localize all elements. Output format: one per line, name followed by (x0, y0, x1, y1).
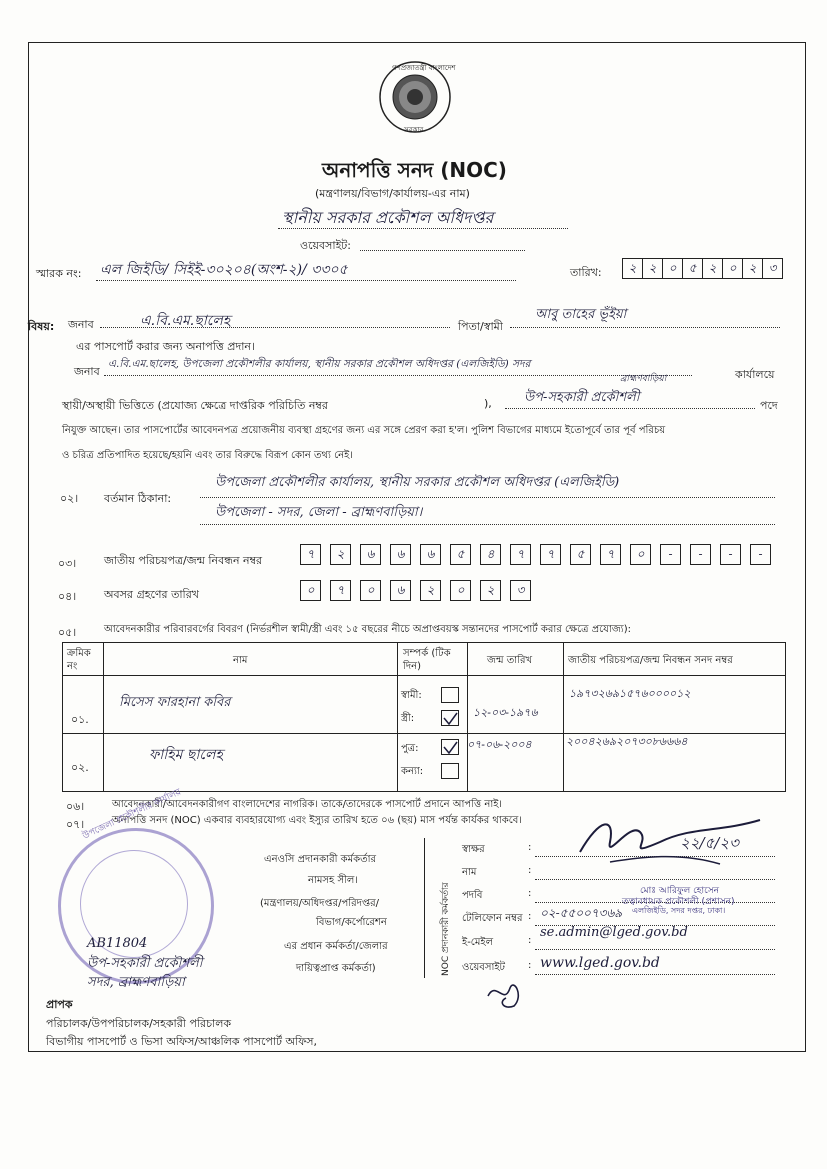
permanent-text: স্থায়ী/অস্থায়ী ভিত্তিতে (প্রযোজ্য ক্ষেত্রে দাপ্তরিক পরিচিতি নম্বর (62, 399, 328, 412)
nid-digit-box: ৬ (420, 544, 441, 565)
father-label: পিতা/স্বামী (458, 320, 503, 333)
retire-digit-box: ৩ (510, 580, 531, 601)
nid-digit-box: ৫ (570, 544, 591, 565)
office-stamp-sign: AB11804 (87, 936, 148, 951)
colon-3: : (528, 888, 532, 899)
date-digit-box: ২ (642, 258, 663, 279)
retire-digit-box: ২ (480, 580, 501, 601)
row1-dob: ১২-০৩-১৯৭৬ (473, 706, 538, 719)
item-07-number: ০৭। (66, 818, 85, 831)
colon-4: : (528, 911, 532, 922)
signatory-left-1: এনওসি প্রদানকারী কর্মকর্তার (264, 854, 377, 865)
recipient-line-2: বিভাগীয় পাসপোর্ট ও ভিসা অফিস/আঞ্চলিক পাসপোর্ট অফিস, (46, 1035, 317, 1048)
stamp-office: এলজিইডি, সদর দপ্তর, ঢাকা। (632, 906, 726, 915)
nid-digit-box: ৭ (300, 544, 321, 565)
nid-digit-box: ৪ (480, 544, 501, 565)
col-nid-header: জাতীয় পরিচয়পত্র/জন্ম নিবন্ধন সনদ নম্বর (568, 655, 733, 666)
row2-name: ফাহিম ছালেহ (149, 747, 223, 763)
nid-digit-box: ২ (330, 544, 351, 565)
field-designation: পদবি (462, 890, 483, 901)
post-value: উপ-সহকারী প্রকৌশলী (524, 390, 640, 405)
date-digit-box: ২ (622, 258, 643, 279)
handwritten-signature-icon (570, 812, 770, 870)
signatory-left-2: নামসহ সীল। (308, 875, 358, 886)
office-suffix: কার্যালয়ে (735, 368, 775, 381)
date-digit-box: ২ (702, 258, 723, 279)
date-digit-box: ৫ (682, 258, 703, 279)
row1-nid: ১৯৭৩২৬৯১৫৭৬০০০০১২ (569, 687, 691, 700)
row2-son-checkbox (441, 739, 459, 755)
field-signature: স্বাক্ষর (462, 844, 485, 855)
col-name-header: নাম (233, 655, 248, 666)
employee-line-2: ব্রাহ্মণবাড়িয়া (620, 374, 667, 384)
date-digit-box: ০ (662, 258, 683, 279)
father-name: আবু তাহের ভূঁইয়া (535, 307, 627, 322)
row1-wife-checkbox (441, 710, 459, 726)
nid-digit-box: ০ (630, 544, 651, 565)
colon-1: : (528, 842, 532, 853)
nid-digit-box: ৫ (450, 544, 471, 565)
document-title: অনাপত্তি সনদ (NOC) (322, 158, 507, 182)
date-digit-box: ০ (722, 258, 743, 279)
signatory-left-3: (মন্ত্রণালয়/অধিদপ্তর/পরিদপ্তর/ (260, 898, 380, 909)
field-website: ওয়েবসাইট (462, 962, 505, 973)
post-suffix: পদে (760, 399, 778, 412)
retire-label: অবসর গ্রহণের তারিখ (104, 588, 199, 601)
address-line-1: উপজেলা প্রকৌশলীর কার্যালয়, স্থানীয় সরকার প্রকৌশল অধিদপ্তর (এলজিইডি) (215, 475, 620, 490)
recipient-label: প্রাপক (46, 998, 73, 1011)
item-06-text: আবেদনকারী/আবেদনকারীগণ বাংলাদেশের নাগরিক। তাকে/তাদেরকে পাসপোর্ট প্রদানে আপত্তি নাই। (112, 799, 503, 810)
item-05-number: ০৫। (58, 626, 77, 639)
signature-date: ২২/৫/২৩ (680, 834, 739, 852)
retire-digit-box: ২ (420, 580, 441, 601)
field-email: ই-মেইল (462, 937, 494, 948)
row2-nid: ২০০৪২৬৯২০৭৩০৮৬৬৬৪ (566, 735, 688, 748)
field-name: নাম (462, 867, 477, 878)
date-digit-box: ২ (742, 258, 763, 279)
nid-digit-box: - (720, 544, 741, 565)
office-stamp-line-2: সদর, ব্রাহ্মণবাড়িয়া (87, 975, 185, 990)
col-dob-header: জন্ম তারিখ (487, 655, 533, 666)
row2-daughter-checkbox (441, 763, 459, 779)
stamp-post: তত্বাবধায়ক প্রকৌশলী (প্রশাসন) (622, 897, 735, 907)
nid-digit-box: ৭ (540, 544, 561, 565)
subject-janab: জনাব (68, 318, 94, 331)
colon-5: : (528, 935, 532, 946)
phone-value: ০২-৫৫০০৭৩৬৯ (540, 906, 623, 920)
date-digit-box: ৩ (762, 258, 783, 279)
row1-rel2: স্ত্রী: (401, 713, 415, 724)
body-janab: জনাব (74, 365, 100, 378)
family-table (62, 642, 786, 792)
signatory-left-6: দায়িত্বপ্রাপ্ত কর্মকর্তা) (296, 963, 376, 974)
body-line-4: ও চরিত্র প্রতিপাদিত হয়েছে/হয়নি এবং তার বিরুদ্ধে বিরূপ কোন তথ্য নেই। (62, 450, 353, 461)
office-name: স্থানীয় সরকার প্রকৌশল অধিদপ্তর (282, 208, 494, 227)
subject-label: বিষয়: (28, 320, 55, 333)
email-value: se.admin@lged.gov.bd (540, 925, 688, 940)
check-mark-icon (442, 712, 458, 726)
website-value: www.lged.gov.bd (540, 955, 660, 971)
paren-close: ), (484, 397, 492, 410)
signatory-left-5: এর প্রধান কর্মকর্তা/জেলার (284, 941, 388, 952)
recipient-line-1: পরিচালক/উপপরিচালক/সহকারী পরিচালক (46, 1017, 232, 1030)
row1-rel1: স্বামী: (401, 690, 422, 701)
retire-digit-box: ০ (450, 580, 471, 601)
row1-serial: ০১. (71, 713, 89, 726)
document-subtitle: (মন্ত্রণালয়/বিভাগ/কার্যালয়-এর নাম) (315, 187, 470, 200)
col-serial-header: ক্রমিক নং (67, 648, 91, 672)
row2-rel1: পুত্র: (401, 743, 419, 754)
nid-digit-box: - (750, 544, 771, 565)
nid-digit-box: ৬ (390, 544, 411, 565)
passport-text: এর পাসপোর্ট করার জন্য অনাপত্তি প্রদান। (76, 340, 255, 353)
item-07-text: অনাপত্তি সনদ (NOC) একবার ব্যবহারযোগ্য এবং ইস্যুর তারিখ হতে ০৬ (ছয়) মাস পর্যন্ত কার্যকর থাকবে। (112, 815, 522, 826)
colon-6: : (528, 960, 532, 971)
family-text: আবেদনকারীর পরিবারবর্গের বিবরণ (নির্ভরশীল স্বামী/স্ত্রী এবং ১৫ বছরের নীচে অপ্রাপ্তবয়স্ক সন্তানদের পাসপোর্ট করার ক্ষেত্রে প্রযোজ্য): (104, 624, 631, 635)
date-label: তারিখ: (570, 266, 602, 279)
item-03-number: ০৩। (58, 557, 77, 570)
item-06-number: ০৬। (66, 800, 85, 813)
retire-digit-box: ৭ (330, 580, 351, 601)
website-label: ওয়েবসাইট: (300, 239, 351, 252)
memo-label: স্মারক নং: (36, 267, 82, 280)
colon-2: : (528, 865, 532, 876)
col-relation-header: সম্পর্ক (টিক দিন) (403, 648, 451, 672)
body-line-3: নিযুক্ত আছেন। তার পাসপোর্টের আবেদনপত্র প্রয়োজনীয় ব্যবস্থা গ্রহণের জন্য এর সঙ্গে প্রেরণ করা হ'ল। পুলিশ বিভাগের মাধ্যমে ইতোপূর্বে তার পূর্ব পরিচয় (62, 425, 666, 436)
row2-rel2: কন্যা: (401, 766, 424, 777)
applicant-name: এ.বি.এম.ছালেহ (140, 313, 231, 329)
retire-digit-box: ০ (360, 580, 381, 601)
emblem-ring-text: গণপ্রজাতন্ত্রী বাংলাদেশ (392, 64, 456, 72)
field-phone: টেলিফোন নম্বর (462, 913, 523, 924)
employee-line: এ.বি.এম.ছালেহ, উপজেলা প্রকৌশলীর কার্যালয়, স্থানীয় সরকার প্রকৌশল অধিদপ্তর (এলজিইডি) সদর (108, 358, 531, 370)
office-stamp-line-1: উপ-সহকারী প্রকৌশলী (87, 956, 203, 971)
nid-digit-box: - (690, 544, 711, 565)
row2-dob: ০৭-০৬-২০০৪ (467, 738, 532, 751)
row1-husband-checkbox (441, 687, 459, 703)
stamp-name: মোঃ আরিফুল হোসেন (640, 886, 720, 896)
emblem-ring-bottom: সরকার (404, 126, 424, 134)
office-stamp-ring-text: উপজেলা প্রকৌশলীর কার্যালয় (81, 787, 183, 842)
item-04-number: ০৪। (58, 590, 77, 603)
retire-digit-box: ০ (300, 580, 321, 601)
nid-digit-box: ৭ (600, 544, 621, 565)
nid-digit-box: - (660, 544, 681, 565)
initial-scribble-icon (484, 976, 528, 1010)
check-mark-icon (442, 741, 458, 755)
nid-digit-box: ৭ (510, 544, 531, 565)
nid-label: জাতীয় পরিচয়পত্র/জন্ম নিবন্ধন নম্বর (104, 554, 263, 567)
signatory-left-4: বিভাগ/কর্পোরেশন (316, 917, 387, 928)
address-line-2: উপজেলা - সদর, জেলা - ব্রাহ্মণবাড়িয়া। (215, 505, 423, 520)
nid-digit-box: ৬ (360, 544, 381, 565)
noc-officer-vertical-label: NOC প্রদানকারী কর্মকর্তার (441, 882, 451, 976)
item-02-number: ০২। (60, 492, 79, 505)
retire-digit-box: ৬ (390, 580, 411, 601)
address-label: বর্তমান ঠিকানা: (104, 492, 172, 505)
row1-name: মিসেস ফারহানা কবির (119, 695, 231, 710)
row2-serial: ০২. (71, 761, 89, 774)
memo-value: এল জিইডি/ সিইই-৩০২০৪(অংশ-২)/ ৩৩০৫ (100, 262, 348, 278)
